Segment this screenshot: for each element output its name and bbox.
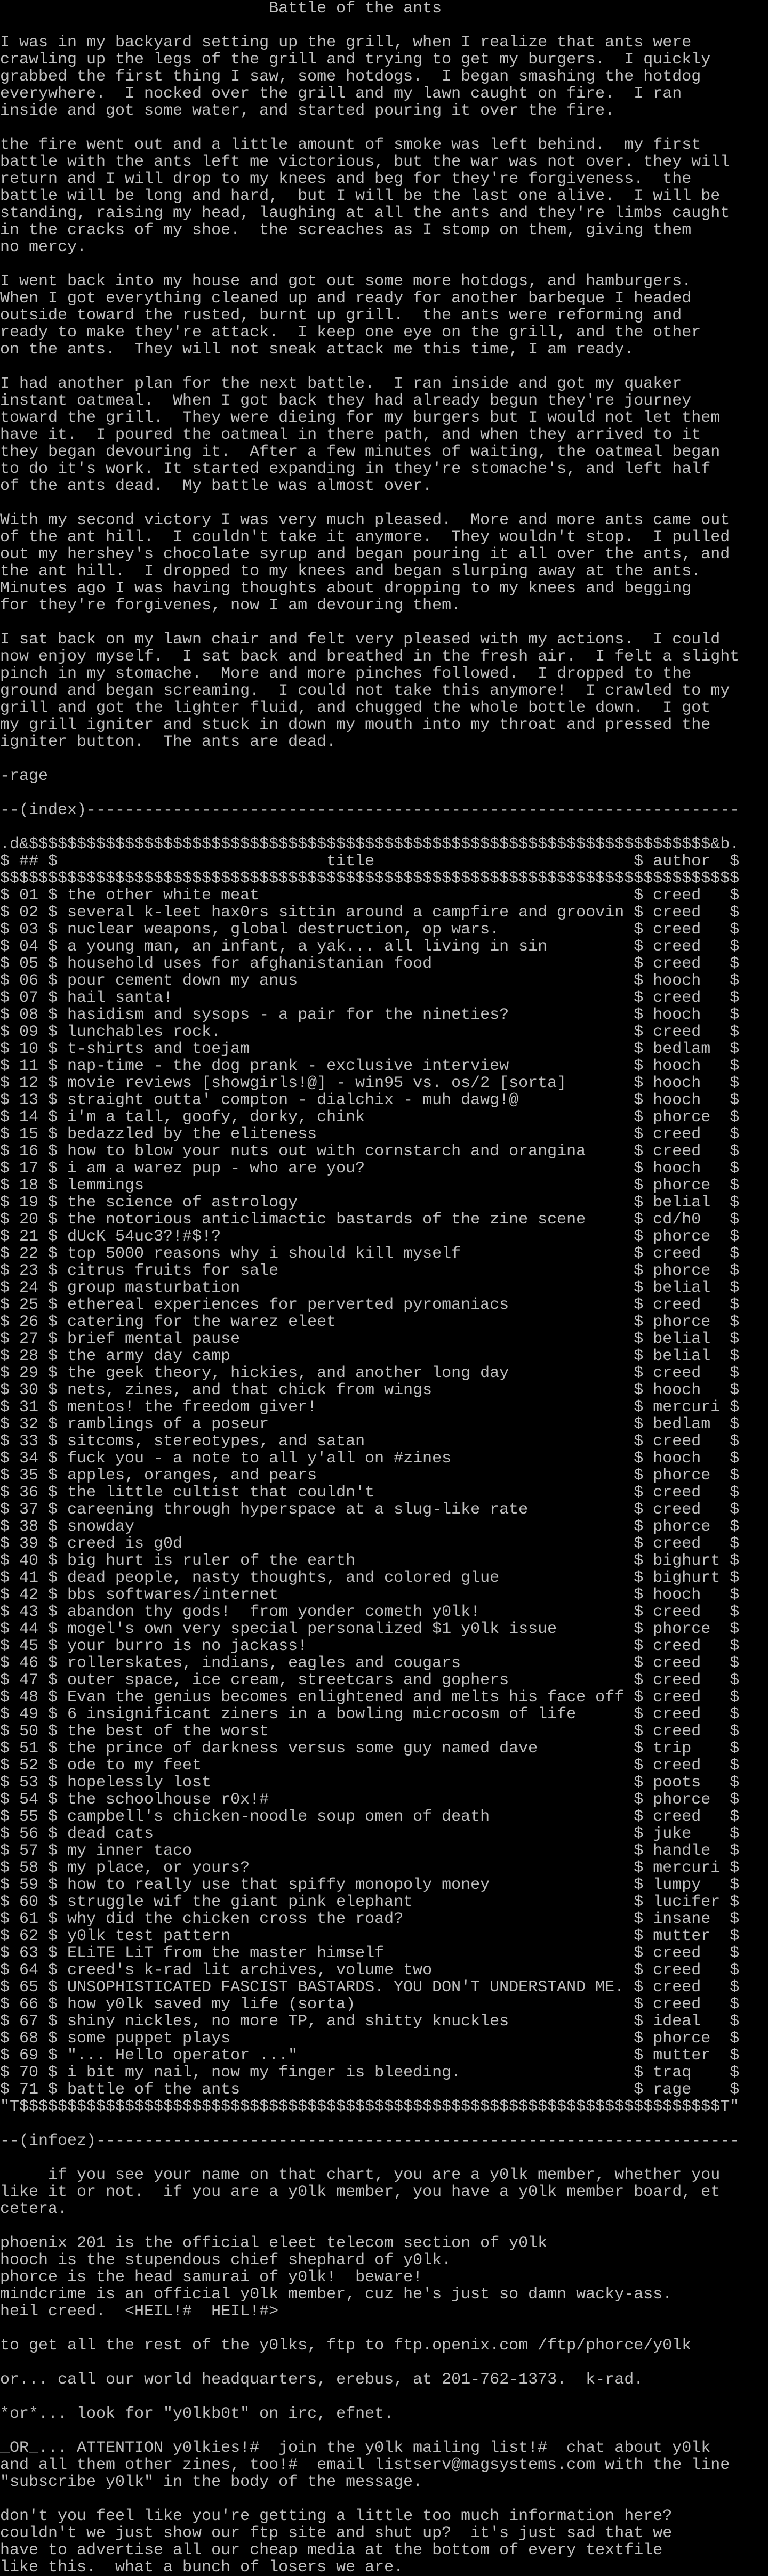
story-line: grabbed the first thing I saw, some hotdogs. I began smashing the hotdog [0,68,701,85]
story-line: my grill igniter and stuck in down my mouth into my throat and pressed the [0,717,711,734]
table-row: $ 19 $ the science of astrology $ belial $ [0,1194,740,1211]
table-row: $ 69 $ "... Hello operator ..." $ mutter $ [0,2047,740,2064]
info-line: heil creed. <HEIL!# HEIL!#> [0,2303,279,2320]
story-line: outside toward the rusted, burnt up grill. the ants were reforming and [0,307,682,324]
blank-line [0,2491,768,2508]
story-line: toward the grill. They were dieing for my burgers but I would not let them [0,409,721,426]
blank-line [0,785,768,802]
table-row: $ 29 $ the geek theory, hickies, and another long day $ creed $ [0,1365,740,1382]
table-row: $ 09 $ lunchables rock. $ creed $ [0,1024,740,1041]
table-row: $ 68 $ some puppet plays $ phorce $ [0,2030,740,2047]
table-row: $ 38 $ snowday $ phorce $ [0,1518,740,1535]
table-row: $ 31 $ mentos! the freedom giver! $ mercuri $ [0,1399,740,1416]
story-line: in the cracks of my shoe. the screaches as I stomp on them, giving them [0,222,692,239]
story-line: I was in my backyard setting up the grill, when I realize that ants were [0,34,692,51]
info-line: couldn't we just show our ftp site and shut up? it's just sad that we [0,2525,673,2542]
table-row: $ 39 $ creed is g0d $ creed $ [0,1535,740,1552]
info-line: like this. what a bunch of losers we are. [0,2559,404,2576]
blank-line [0,2388,768,2405]
story-line: I sat back on my lawn chair and felt very pleased with my actions. I could [0,631,721,648]
table-row: $ 66 $ how y0lk saved my life (sorta) $ creed $ [0,1996,740,2013]
index-section-header: --(index)-------------------------------------------------------------------- [0,802,740,819]
table-row: $ 41 $ dead people, nasty thoughts, and colored glue $ bighurt $ [0,1569,740,1587]
table-row: $ 36 $ the little cultist that couldn't $ creed $ [0,1484,740,1501]
info-line: don't you feel like you're getting a little too much information here? [0,2508,673,2525]
story-line: battle with the ants left me victorious, but the war was not over. they will [0,154,730,171]
table-row: $ 46 $ rollerskates, indians, eagles and cougars $ creed $ [0,1655,740,1672]
table-row: $ 37 $ careening through hyperspace at a slug-like rate $ creed $ [0,1501,740,1518]
blank-line [0,119,768,136]
blank-line [0,256,768,273]
table-row: $ 49 $ 6 insignificant ziners in a bowling microcosm of life $ creed $ [0,1706,740,1723]
blank-line [0,2320,768,2337]
table-row: $ 10 $ t-shirts and toejam $ bedlam $ [0,1041,740,1058]
table-row: $ 48 $ Evan the genius becomes enlightened and melts his face off $ creed $ [0,1689,740,1706]
table-row: $ 52 $ ode to my feet $ creed $ [0,1757,740,1774]
table-row: $ 33 $ sitcoms, stereotypes, and satan $ creed $ [0,1433,740,1450]
story-line: pinch in my stomache. More and more pinches followed. I dropped to the [0,665,692,682]
info-line: _OR_... ATTENTION y0lkies!# join the y0lk mailing list!# chat about y0lk [0,2440,711,2457]
blank-line [0,2422,768,2440]
table-row: $ 25 $ ethereal experiences for perverted pyromaniacs $ creed $ [0,1297,740,1314]
table-row: $ 27 $ brief mental pause $ belial $ [0,1331,740,1348]
blank-line [0,17,768,34]
table-row: $ 53 $ hopelessly lost $ poots $ [0,1774,740,1791]
table-row: $ 50 $ the best of the worst $ creed $ [0,1723,740,1740]
table-row: $ 14 $ i'm a tall, goofy, dorky, chink $ phorce $ [0,1109,740,1126]
infoez-section-header: --(infoez)------------------------------------------------------------------- [0,2132,740,2150]
table-row: $ 05 $ household uses for afghanistanian food $ creed $ [0,955,740,972]
table-row: $ 34 $ fuck you - a note to all y'all on #zines $ hooch $ [0,1450,740,1467]
story-line: of the ant hill. I couldn't take it anymore. They wouldn't stop. I pulled [0,529,730,546]
info-line: *or*... look for "y0lkb0t" on irc, efnet. [0,2405,394,2422]
table-row: $ 35 $ apples, oranges, and pears $ phorce $ [0,1467,740,1484]
index-section [0,802,768,2132]
blank-line [0,358,768,375]
info-line: like it or not. if you are a y0lk member, you have a y0lk member board, et [0,2184,721,2201]
story-line: the fire went out and a little amount of smoke was left behind. my first [0,136,701,154]
table-row: $ 65 $ UNSOPHISTICATED FASCIST BASTARDS. YOU DON'T UNDERSTAND ME. $ creed $ [0,1979,740,1996]
table-row: $ 60 $ struggle wif the giant pink elephant $ lucifer $ [0,1894,740,1911]
table-row: $ 07 $ hail santa! $ creed $ [0,989,740,1007]
story-line: now enjoy myself. I sat back and breathed in the fresh air. I felt a slight [0,648,740,665]
info-line: if you see your name on that chart, you are a y0lk member, whether you [0,2167,721,2184]
table-row: $ 42 $ bbs softwares/internet $ hooch $ [0,1587,740,1604]
story-line: igniter button. The ants are dead. [0,734,337,751]
author-signature: -rage [0,768,49,785]
table-row: $ 24 $ group masturbation $ belial $ [0,1279,740,1297]
table-row: $ 11 $ nap-time - the dog prank - exclusive interview $ hooch $ [0,1058,740,1075]
table-row: $ 51 $ the prince of darkness versus some guy named dave $ trip $ [0,1740,740,1757]
table-row: $ 56 $ dead cats $ juke $ [0,1825,740,1842]
story-line: on the ants. They will not sneak attack me this time, I am ready. [0,341,634,358]
blank-line [0,2115,768,2132]
story-line: I had another plan for the next battle. I ran inside and got my quaker [0,375,682,392]
table-row: $ 18 $ lemmings $ phorce $ [0,1177,740,1194]
table-row: $ 70 $ i bit my nail, now my finger is bleeding. $ traq $ [0,2064,740,2081]
story-line: crawling up the legs of the grill and trying to get my burgers. I quickly [0,51,711,68]
story-line: for they're forgivenes, now I am devouring them. [0,597,461,614]
story-line: Minutes ago I was having thoughts about dropping to my knees and begging [0,580,692,597]
table-row: $ 22 $ top 5000 reasons why i should kill myself $ creed $ [0,1245,740,1262]
story-line: ready to make they're attack. I keep one eye on the grill, and the other [0,324,701,341]
story-line: instant oatmeal. When I got back they had already begun they're journey [0,392,692,409]
table-row: $ 67 $ shiny nickles, no more TP, and shitty knuckles $ ideal $ [0,2013,740,2030]
table-row: $ 12 $ movie reviews [showgirls!@] - win95 vs. os/2 [sorta] $ hooch $ [0,1075,740,1092]
table-row: $ 26 $ catering for the warez eleet $ phorce $ [0,1314,740,1331]
table-row: $ 30 $ nets, zines, and that chick from wings $ hooch $ [0,1382,740,1399]
blank-line [0,2150,768,2167]
info-line: phorce is the head samurai of y0lk! beware! [0,2269,423,2286]
table-row: $ 16 $ how to blow your nuts out with cornstarch and orangina $ creed $ [0,1143,740,1160]
table-row: $ 61 $ why did the chicken cross the road? $ insane $ [0,1911,740,1928]
story-line: have it. I poured the oatmeal in there path, and when they arrived to it [0,426,701,444]
blank-line [0,495,768,512]
table-row: $ 55 $ campbell's chicken-noodle soup omen of death $ creed $ [0,1808,740,1825]
story-line: they began devouring it. After a few minutes of waiting, the oatmeal began [0,444,721,461]
table-row: $ 44 $ mogel's own very special personalized $1 y0lk issue $ phorce $ [0,1621,740,1638]
table-row: $ 06 $ pour cement down my anus $ hooch $ [0,972,740,989]
table-row: $ 28 $ the army day camp $ belial $ [0,1348,740,1365]
table-row: $ 63 $ ELiTE LiT from the master himself $ creed $ [0,1945,740,1962]
table-row: $ 32 $ ramblings of a poseur $ bedlam $ [0,1416,740,1433]
page-title: Battle of the ants [0,0,442,17]
table-row: $ 20 $ the notorious anticlimactic bastards of the zine scene $ cd/h0 $ [0,1211,740,1228]
table-row: $ 62 $ y0lk test pattern $ mutter $ [0,1928,740,1945]
story-line: With my second victory I was very much pleased. More and more ants came out [0,512,730,529]
story-line: no mercy. [0,239,87,256]
story-line: ground and began screaming. I could not take this anymore! I crawled to my [0,682,730,699]
info-line: hooch is the stupendous chief shephard of y0lk. [0,2252,452,2269]
info-line: have to advertise all our cheap media at the bottom of every textfile [0,2542,663,2559]
story-section [0,0,768,802]
story-line: to do it's work. It started expanding in they're stomache's, and left half [0,461,711,478]
info-line: cetera. [0,2201,68,2218]
info-line: phoenix 201 is the official eleet telecom section of y0lk [0,2235,548,2252]
table-row: $ 71 $ battle of the ants $ rage $ [0,2081,740,2098]
story-line: everywhere. I nocked over the grill and my lawn caught on fire. I ran [0,85,682,102]
story-line: out my hershey's chocolate syrup and began pouring it all over the ants, and [0,546,730,563]
table-row: $ 03 $ nuclear weapons, global destruction, op wars. $ creed $ [0,921,740,938]
blank-line [0,751,768,768]
blank-line [0,614,768,631]
blank-line [0,2354,768,2371]
info-line: to get all the rest of the y0lks, ftp to ftp.openix.com /ftp/phorce/y0lk [0,2337,692,2354]
story-line: standing, raising my head, laughing at all the ants and they're limbs caught [0,205,730,222]
table-row: $ 15 $ bedazzled by the eliteness $ creed $ [0,1126,740,1143]
info-line: mindcrime is an official y0lk member, cuz he's just so damn wacky-ass. [0,2286,673,2303]
table-row: $ 02 $ several k-leet hax0rs sittin around a campfire and groovin $ creed $ [0,904,740,921]
infoez-section [0,2132,768,2576]
story-line: return and I will drop to my knees and beg for they're forgiveness. the [0,171,692,188]
info-line: and all them other zines, too!# email listserv@magsystems.com with the line [0,2457,730,2474]
story-line: the ant hill. I dropped to my knees and began slurping away at the ants. [0,563,701,580]
table-row: $ 21 $ dUcK 54uc3?!#$!? $ phorce $ [0,1228,740,1245]
table-row: $ 47 $ outer space, ice cream, streetcars and gophers $ creed $ [0,1672,740,1689]
table-row: $ 13 $ straight outta' compton - dialchix - muh dawg!@ $ hooch $ [0,1092,740,1109]
table-row: $ 04 $ a young man, an infant, a yak... all living in sin $ creed $ [0,938,740,955]
blank-line [0,819,768,836]
table-row: $ 64 $ creed's k-rad lit archives, volume two $ creed $ [0,1962,740,1979]
table-row: $ 40 $ big hurt is ruler of the earth $ bighurt $ [0,1552,740,1569]
story-line: I went back into my house and got out some more hotdogs, and hamburgers. [0,273,692,290]
story-line: grill and got the lighter fluid, and chugged the whole bottle down. I got [0,699,711,717]
table-row: $ 45 $ your burro is no jackass! $ creed $ [0,1638,740,1655]
table-row: $ 57 $ my inner taco $ handle $ [0,1842,740,1859]
table-row: $ 43 $ abandon thy gods! from yonder cometh y0lk! $ creed $ [0,1604,740,1621]
table-row: $ 08 $ hasidism and sysops - a pair for the nineties? $ hooch $ [0,1007,740,1024]
table-border-top: .d&$$$$$$$$$$$$$$$$$$$$$$$$$$$$$$$$$$$$$$$$$$$$$$$$$$$$$$$$$$$$$$$$$$$$$$$&b. [0,836,740,853]
table-row: $ 23 $ citrus fruits for sale $ phorce $ [0,1262,740,1279]
info-line: "subscribe y0lk" in the body of the message. [0,2474,423,2491]
blank-line [0,2218,768,2235]
info-line: or... call our world headquarters, erebus, at 201-762-1373. k-rad. [0,2371,644,2388]
story-line: of the ants dead. My battle was almost over. [0,478,433,495]
table-row: $ 17 $ i am a warez pup - who are you? $ hooch $ [0,1160,740,1177]
table-row: $ 01 $ the other white meat $ creed $ [0,887,740,904]
table-separator: $$$$$$$$$$$$$$$$$$$$$$$$$$$$$$$$$$$$$$$$$$$$$$$$$$$$$$$$$$$$$$$$$$$$$$$$$$$$$ [0,870,740,887]
story-line: inside and got some water, and started pouring it over the fire. [0,102,615,119]
table-row: $ 58 $ my place, or yours? $ mercuri $ [0,1859,740,1877]
story-line: When I got everything cleaned up and ready for another barbeque I headed [0,290,692,307]
table-header: $ ## $ title $ author $ [0,853,740,870]
table-row: $ 54 $ the schoolhouse r0x!# $ phorce $ [0,1791,740,1808]
table-border-bottom: "T$$$$$$$$$$$$$$$$$$$$$$$$$$$$$$$$$$$$$$$$$$$$$$$$$$$$$$$$$$$$$$$$$$$$$$$$$T" [0,2098,740,2115]
table-row: $ 59 $ how to really use that spiffy monopoly money $ lumpy $ [0,1877,740,1894]
story-line: battle will be long and hard, but I will be the last one alive. I will be [0,188,721,205]
